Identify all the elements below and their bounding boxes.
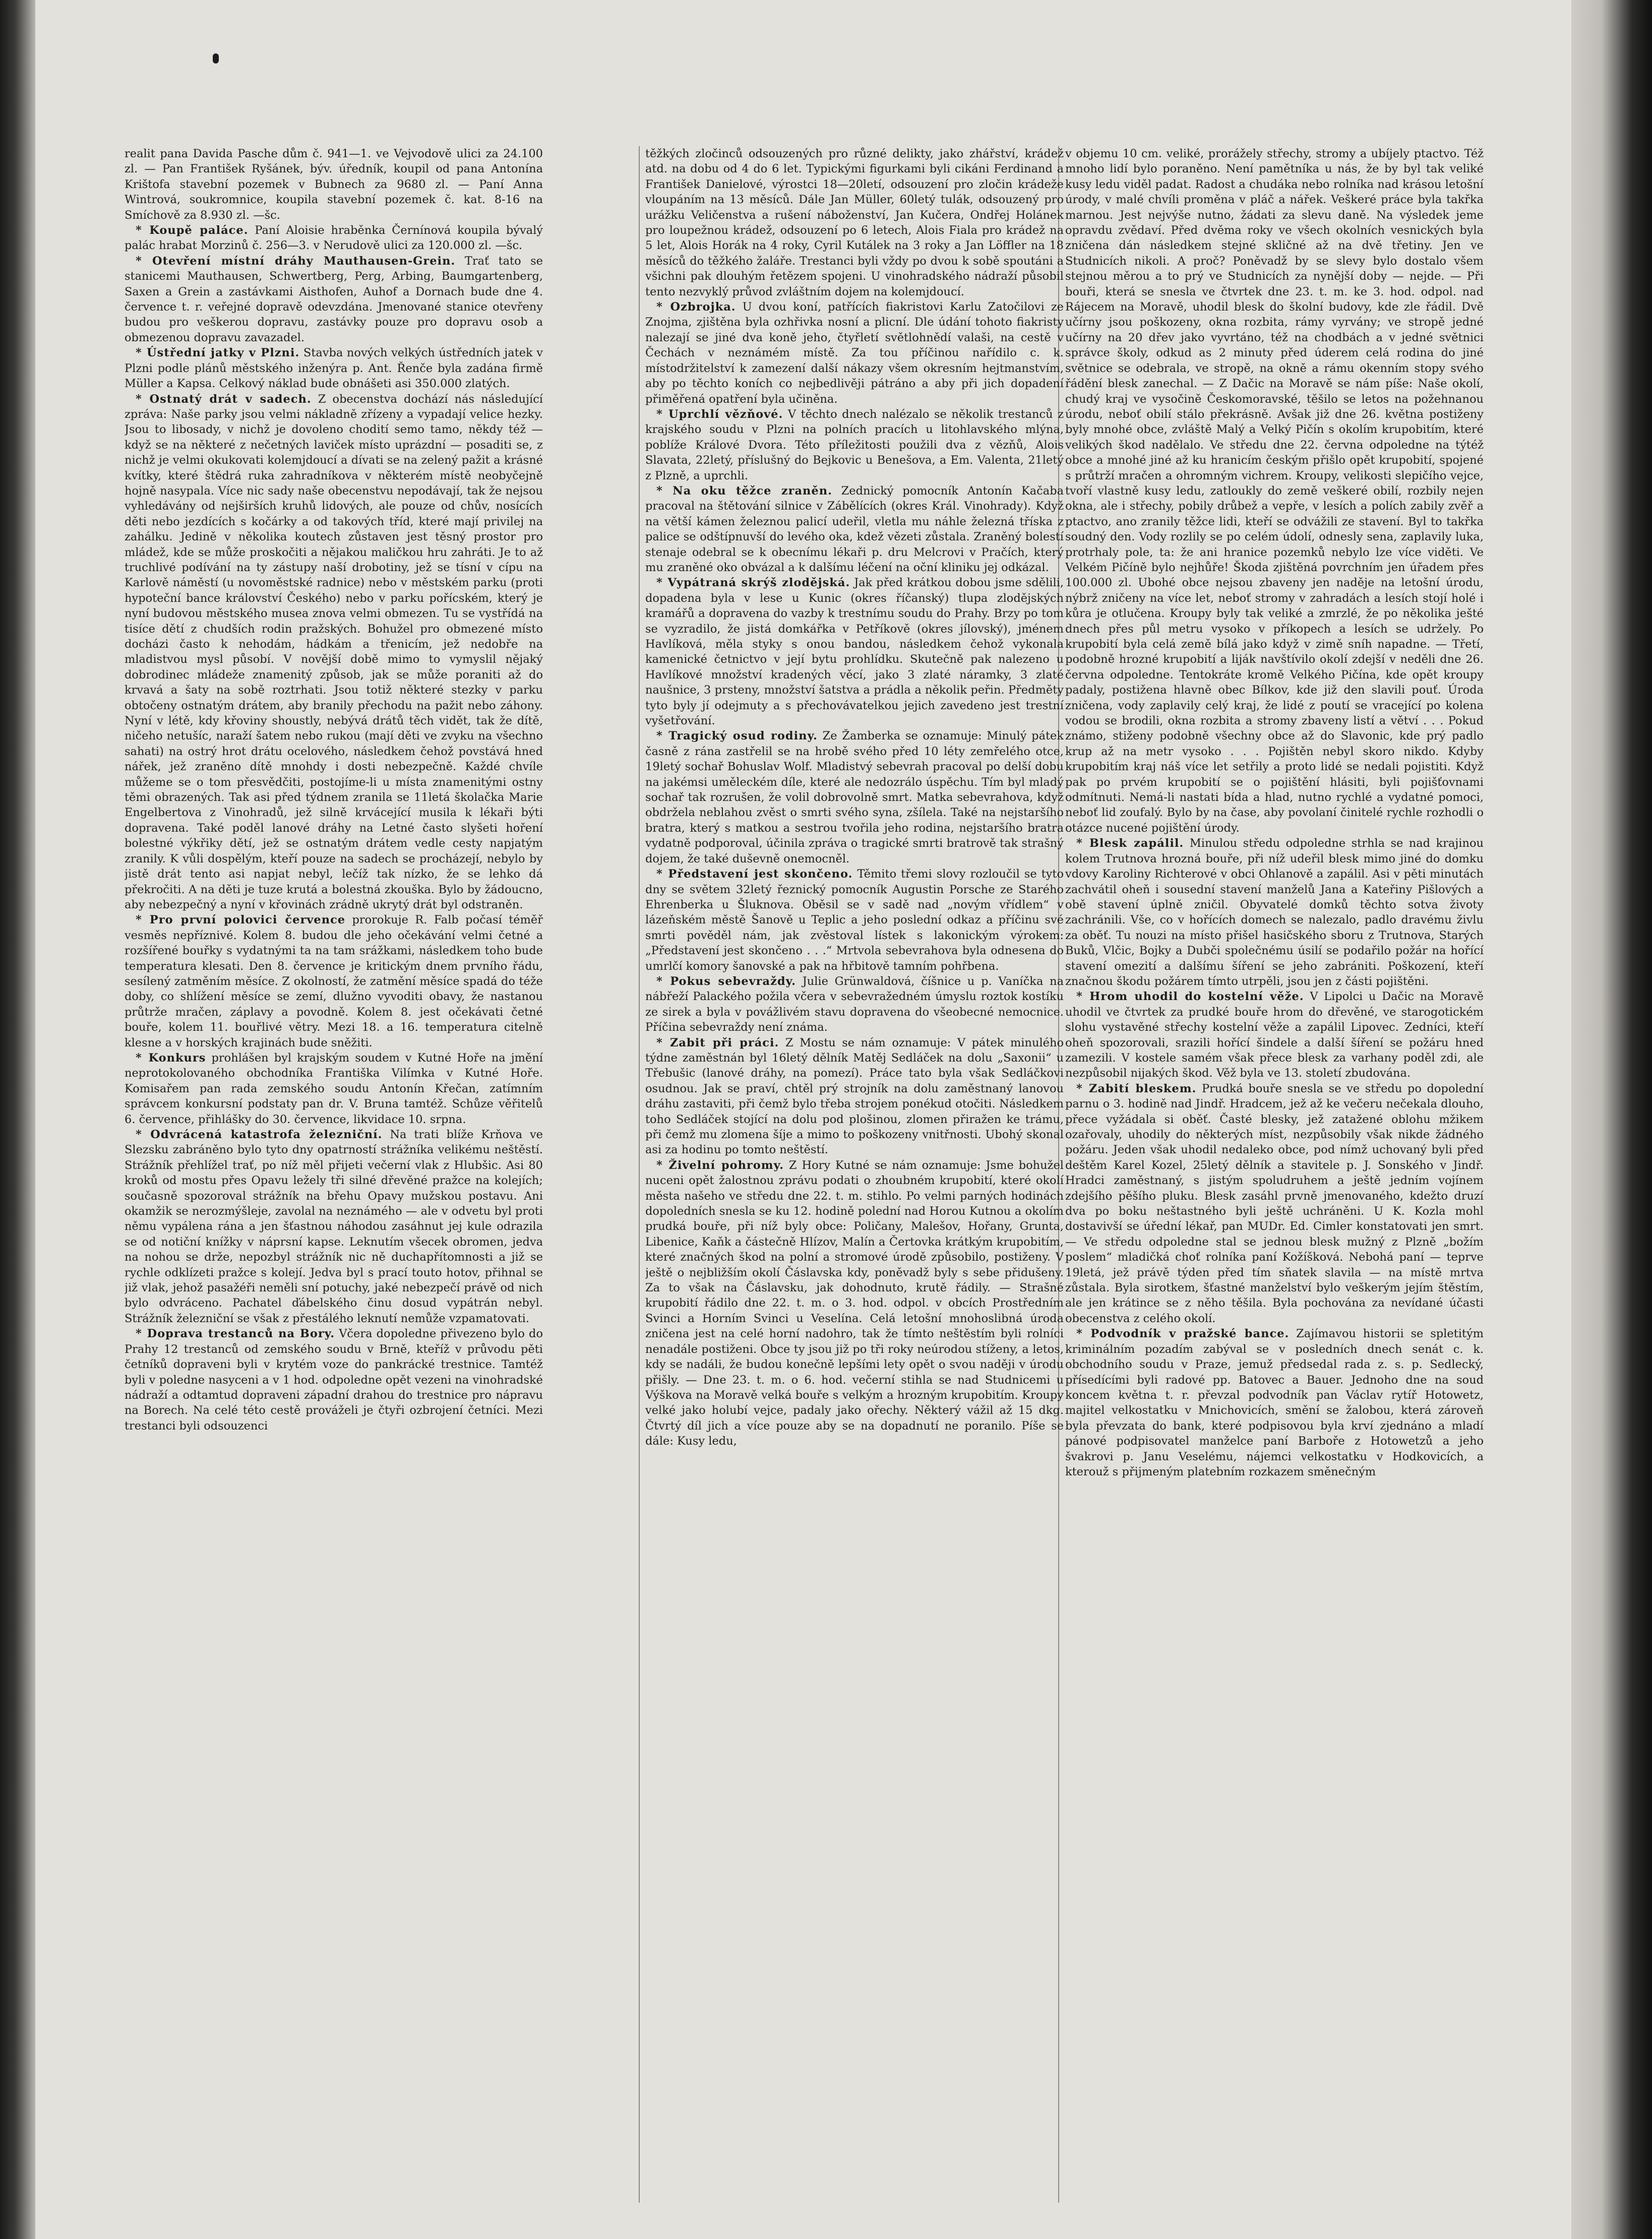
article — [125, 392, 543, 913]
article-text: Na trati blíže Krňova ve Slezsku zabráněno bylo tyto dny opatrností strážníka velikému neštěstí. Strážník přehlížel trať, po níž měl přijeti večerní vlak z Hlubšic. Asi 80 kroků od mostu přes Opavu ležely tři silné dřevěné pražce na kolejích; současně spozoroval strážník na břehu Opavy mužskou postavu. Ani okamžik se nerozmýšleje, zavolal na neznámého — ale v odvetu byl proti němu vypálena rána a jen šťastnou náhodou zasáhnut jej kule odrazila se od notiční knížky v náprsní kapse. Leknutím všecek obromen, jedva na nohou se drže, nepozbyl strážník nic ně duchapřítomnosti a již se rychle odklízeti pražce s kolejí. Jedva byl s prací touto hotov, přihnal se již vlak, jehož pasažéři neměli sní potuchy, jaké nebezpečí právě od nich bylo odvráceno. Pachatel ďábelského činu dosud vypátrán nebyl. Strážník železniční se však z přestálého leknutí nemůže vzpamatovati. — [125, 1128, 543, 1325]
article — [125, 1127, 543, 1326]
article-headline: * Pro první polovici července — [136, 913, 346, 927]
article-text: Včera dopoledne přivezeno bylo do Prahy 12 trestanců od zemského soudu v Brně, kteříž v průvodu pěti četníků dopraveni byli v krytém voze do pankrácké trestnice. Tamtéž byli v poledne nasyceni a v 1 hod. odpoledne opět vezeni na vinohradské nádraží a odtamtud dopraveni západní drahou do trestnice pro nápravu na Borech. Na celé této cestě prováželi je čtyři ozbrojení četníci. Mezi trestanci byli odsouzenci — [125, 1327, 543, 1433]
article-text: Trať tato se stanicemi Mauthausen, Schwertberg, Perg, Arbing, Baumgartenberg, Saxen a Grein a zastávkami Aisthofen, Auhof a Dornach bude dne 4. července t. r. veřejné dopravě odevzdána. Jmenované stanice otevřeny budou pro veškerou dopravu, zastávky pouze pro dopravu osob a obmezenou dopravu zavazadel. — [125, 254, 543, 344]
article — [645, 1035, 1064, 1158]
column-2 — [645, 146, 1064, 2193]
article — [1065, 146, 1484, 836]
article-text: Stavba nových velkých ústředních jatek v Plzni podle plánů městského inženýra p. Ant. Řenče byla zadána firmě Müller a Kapsa. Celkový náklad bude obnášeti asi 350.000 zlatých. — [125, 346, 543, 391]
article-headline: * Koupě paláce. — [136, 224, 249, 237]
article — [645, 299, 1064, 407]
article — [645, 728, 1064, 866]
article-headline: * Pokus sebevraždy. — [656, 974, 796, 988]
article-headline: * Konkurs — [136, 1051, 206, 1065]
article-headline: * Živelní pohromy. — [656, 1158, 784, 1172]
article-headline: * Zabití bleskem. — [1076, 1082, 1197, 1095]
article — [645, 483, 1064, 575]
binding-hole — [213, 53, 219, 64]
article-text: Jak před krátkou dobou jsme sdělili, dopadena byla v lese u Kunic (okres říčanský) tlupa zlodějských kramářů a dopravena do vazby k trestnímu soudu do Prahy. Brzy po tom se vyzradilo, že jistá domkářka v Petříkově (okres jílovský), jménem Havlíková, měla styky s onou bandou, následkem čehož vykonala kamenické četnictvo v její bytu prohlídku. Skutečně pak nalezeno u Havlíkové množství kradených věcí, jako 3 zlaté náramky, 3 zlaté naušnice, 3 prsteny, množství šatstva a prádla a několik peřin. Předměty tyto byly jí odejmuty a s přechovávatelkou jejich zavedeno jest trestní vyšetřování. — [645, 576, 1064, 728]
article-text: Z obecenstva dochází nás následující zpráva: Naše parky jsou velmi nákladně zřízeny a vypadají velice hezky. Jsou to libosady, v nichž je dovoleno chodití semo tamo, někdy též — když se na některé z nečetných laviček místo uprázdní — posaditi se, z nichž je velmi okukovati kolemjdoucí a dívati se na zelený pažit a krásné kvítky, které štědrá ruka zahradníkova v některém místě neobyčejně hojně nasypala. Více nic sady naše obecenstvu nepodávají, tak že nejsou vyhledávány od nejširších kruhů lidových, ale pouze od chův, nosících děti nebo jezdících s kočárky a od takových tříd, které mají privilej na zahálku. Jedině v několika koutech zůstaven jest těsný prostor pro mládež, kde se může proskočiti a nějakou maličkou hru zahráti. Je to až truchlivé podívání na ty zástupy naší drobotiny, jež se tísní v cípu na Karlově náměstí (u novoměstské radnice) nebo v městském parku (proti hypoteční bance království Českého) nebo v parku pořícském, který je nyní budovou městského musea znova velmi obmezen. Tu se vystřídá na tisíce dětí z chudších rodin pražských. Bohužel pro obmezené místo docházi často k nehodám, hádkám a třenicím, jež nedobře na mladistvou mysl působí. V novější době mimo to vymyslil nějaký dobrodinec mládeže znamenitý způsob, jak se může poraniti až do krvavá a šaty na sobě roztrhati. Jsou totiž některé stezky v parku obtočeny ostnatým drátem, aby branily přechodu na pažit nebo záhony. Nyní v létě, kdy křoviny shoustly, nebývá drátů těch vidět, tak že dítě, ničeho netušíc, naraží šatem nebo rukou (mají děti ve zvyku na všechno sahati) na ostrý hrot drátu ocelového, následkem čehož povstává hned nářek, jež zraněno dítě mnohdy i dosti nebezpečně. Každé chvíle můžeme se o tom přesvědčiti, postojíme-li u místa znamenitými ostny těmi obrazených. Tak asi před týdnem zranila se 11letá školačka Marie Engelbertova z Vinohradů, jež silně krvácející musila k lékaři býti dopravena. Také poděl lanové dráhy na Letné často slyšeti hoření bolestné výkřiky dětí, jež se ostnatým drátem vedle cesty napjatým zranily. K vůli dospělým, kteří pouze na sadech se procházejí, nebylo by jistě drát tento asi napjat nebyl, lečíž tak nízko, že se lehko dá překročiti. A na děti je tuze krutá a bolestná zkouška. Bylo by žádoucno, aby nebezpečný a nyní v křovinách zrádně ukrytý drát byl odstraněn. — [125, 392, 543, 911]
article — [125, 223, 543, 254]
article-text: Julie Grünwaldová, číšnice u p. Vaníčka na nábřeží Palackého požila včera v sebevražedném úmyslu roztok kostíku ze sirek a byla v povážlivém stavu dopravena do všeobecné nemocnice. Příčina sebevraždy není známa. — [645, 974, 1064, 1034]
article-headline: * Ozbrojka. — [656, 300, 736, 314]
article — [125, 146, 543, 223]
article-text: U dvou koní, patřících fiakristovi Karlu Zatočilovi ze Znojma, zjištěna byla ozhřivka nosní a plicní. Dle údání tohoto fiakristy nalezají se jiné dva koně jeho, čtyřletí světlohnědí valaši, na cestě v Čechách v neznámém místě. Za tou příčinou nařídilo c. k. místodržitelství k zamezení další nákazy všem okresním hejtmanstvím, aby po těchto koních co nejbedlivěji pátráno a aby při jich dopadení přiměřená opatření byla učiněna. — [645, 300, 1064, 406]
article — [1065, 836, 1484, 989]
article-text: Paní Aloisie hraběnka Černínová koupila bývalý palác hrabat Morzinů č. 256—3. v Nerudově ulici za 120.000 zl. —šc. — [125, 224, 543, 253]
article-headline: * Uprchlí vězňové. — [656, 407, 783, 421]
article — [645, 974, 1064, 1035]
article-text: Zajímavou historii se spletitým kriminálním pozadím zabýval se v posledních dnech senát c. k. obchodního soudu v Praze, jemuž předsedal rada z. s. p. Sedlecký, přísedícími byli radové pp. Batovec a Bauer. Jednoho dne na soud koncem května t. r. převzal podvodník pan Václav rytíř Hotowetz, majitel velkostatku v Mnichovicích, smění se žalobou, která zároveň byla převzata do bank, které podpisovou byla krví zjednáno a mladí pánové podpisovatel manželce paní Barboře z Hotowetzů a jeho švakrovi p. Janu Veselému, nájemci velkostatku v Hodkovicích, a kterouž s přijmeným platebním rozkazem směnečným — [1065, 1327, 1484, 1478]
scan-right-edge — [1571, 0, 1652, 2239]
article-headline: * Podvodník v pražské bance. — [1076, 1327, 1290, 1341]
article-text: Z Hory Kutné se nám oznamuje: Jsme bohužel nuceni opět žalostnou zprávu podati o zhoubném krupobití, které okolí města našeho ve středu dne 22. t. m. stihlo. Po velmi parných hodinách dopoledních snesla se ku 12. hodině polední nad Horou Kutnou a okolím prudká bouře, při níž byly obce: Poličany, Malešov, Hořany, Grunta, Libenice, Kaňk a částečně Hlízov, Malín a Čertovka krátkým krupobitím, které značných škod na polní a stromové úrodě způsobilo, postiženy. V ještě o nejbližším okolí Čáslavska kdy, poněvadž byly s sebe přidušeny. Za to však na Čáslavsku, jak dohodnuto, krutě řádily. — Strašné krupobití řádilo dne 22. t. m. o 3. hod. odpol. v obcích Prostředním Svinci a Horním Svinci u Veselína. Celá letošní mnohoslibná úroda zničena jest na celé horní nadohro, tak že tímto neštěstím byli rolníci nenadále postiženi. Obce ty jsou již po tři roky neúrodou stíženy, a letos, kdy se nadáli, že budou konečně lepšími lety opět o svou naději v úrodu přišly. — Dne 23. t. m. o 6. hod. večerní stihla se nad Studnicemi u Výškova na Moravě velká bouře s velkým a hrozným krupobitím. Kroupy velké jako holubí vejce, padaly jako ořechy. Některý vážil až 15 dkg. Čtvrtý díl jich a více pouze aby se na dopadnutí ne poranilo. Píše se dále: Kusy ledu, — [645, 1158, 1064, 1448]
column-1 — [125, 146, 543, 2193]
article — [645, 866, 1064, 974]
article — [645, 1158, 1064, 1449]
article-text: V těchto dnech nalézalo se několik trestanců z krajského soudu v Plzni na polních pracích u litohlavského mlýna, poblíže Králové Dvora. Této příležitosti použili dva z vězňů, Alois Slavata, 22letý, příslušný do Bejkovic u Benešova, a Em. Valenta, 21letý z Plzně, a uprchli. — [645, 407, 1064, 482]
article — [125, 1326, 543, 1434]
article — [1065, 989, 1484, 1081]
article — [645, 575, 1064, 728]
article-text: Z Mostu se nám oznamuje: V pátek minulého týdne zaměstnán byl 16letý dělník Matěj Sedláček na dolu „Saxonii“ u Třebušic (lanové dráhy, na pomezí). Práce tato byla však Sedláčkovi osudnou. Jak se praví, chtěl prý strojník na dolu zaměstnaný lanovou dráhu zastaviti, při čemž bylo třeba strojem ponékud otočiti. Následkem toho Sedláček stojící na dolu pod plošinou, zlomen přiražen ke trámu, při čemž mu zlomena šíje a mimo to poškozeny vnitřnosti. Ubohý skonal asi za hodinu po tomto neštěstí. — [645, 1036, 1064, 1157]
article — [125, 1050, 543, 1127]
article — [125, 254, 543, 345]
article-text: Ze Žamberka se oznamuje: Minulý pátek časně z rána zastřelil se na hrobě svého před 10 léty zemřelého otce, 19letý sochař Bohuslav Wolf. Mladistvý sebevrah pracoval po delší dobu na jakémsi uměleckém díle, které ale nedozrálo úspěchu. Tím byl mladý sochař tak rozrušen, že volil dobrovolně smrt. Matka sebevrahova, když obdržela neblahou zvěst o smrti svého syna, zšílela. Také na nejstaršího bratra, který s matkou a sestrou tvořila jeho rodina, nejstaršího bratra vydatně podporoval, účinila zpráva o tragické smrti bratrově tak strašný dojem, že také duševně onemocněl. — [645, 729, 1064, 865]
article — [125, 912, 543, 1050]
article-headline: * Otevření místní dráhy Mauthausen-Grein. — [136, 254, 456, 268]
article-text: V Lipolci u Dačic na Moravě uhodil ve čtvrtek za prudké bouře hrom do dřevěné, ve starogotickém slohu vystavěné střechy kostelní věže a zapálil Lipovec. Zedníci, kteří oheň spozorovali, srazili hořící šindele a další šíření se požáru hned zamezili. V kostele samém však přece blesk za varhany poděl zdi, ale nezpůsobil nijakých škod. Věž byla ve 13. století zbudována. — [1065, 990, 1484, 1080]
article-text: těžkých zločinců odsouzených pro různé delikty, jako zhářství, krádež atd. na dobu od 4 do 6 let. Typickými figurkami byli cikáni Ferdinand a František Danielové, výrostci 18—20letí, odsouzení pro zločin krádeže vloupáním na 13 měsíců. Dále Jan Müller, 60letý tulák, odsouzený pro urážku Veličenstva a rušení náboženství, Jan Kučera, Ondřej Holánek pro loupežnou krádež, odsouzení po 6 letech, Alois Fiala pro krádež na 5 let, Alois Horák na 4 roky, Cyril Kutálek na 3 roky a Jan Löffler na 18 měsíců do těžkého žaláře. Trestanci byli vždy po dvou k sobě spoutáni a všichni pak dlouhým řetězem spojeni. U vinohradského nádraží působil tento nezvyklý průvod zvláštním dojem na kolemjdoucí. — [645, 147, 1064, 298]
article-text: prorokuje R. Falb počasí téměř vesměs nepříznivé. Kolem 8. budou dle jeho očekávání velmi četné a rozšířené bouřky s vydatnými ta na tam srážkami, následkem toho bude temperatura klesati. Den 8. července je kritickým dnem prvního řádu, sesílený zatměním měsíce. Z okolností, že zatmění měsíce spadá do téže doby, co shlížení měsíce se zemí, dlužno vyvoditi obavy, že nastanou průtrže mračen, záplavy a povodně. Kolem 8. jest očekávati četné bouře, kolem 11. bouřlivé větry. Mezi 18. a 16. temperatura citelně klesne a v horských krajinách bude sněžiti. — [125, 913, 543, 1049]
article-headline: * Ostnatý drát v sadech. — [136, 392, 312, 406]
column-3 — [1065, 146, 1484, 2193]
article-headline: * Odvrácená katastrofa železniční. — [136, 1128, 383, 1141]
article-text: Těmito třemi slovy rozloučil se tyto dny se světem 32letý řeznický pomocník Augustin Porsche ze Starého Ehrenberka u Šluknova. Oběsil se v sadě nad „novým vřídlem“ v lázeňském městě Šanově u Teplic a jeho poslední odkaz a příčinu své smrti pověděl nám, jak zvěstoval lístek s lakonickým výrokem: „Představení jest skončeno . . .“ Mrtvola sebevrahova byla odnesena do umrlčí komory šanovské a pak na hřbitově tamním pohřbena. — [645, 867, 1064, 973]
article-headline: * Doprava trestanců na Bory. — [136, 1327, 335, 1341]
article — [645, 407, 1064, 483]
article-headline: * Vypátraná skrýš zlodějská. — [656, 576, 850, 590]
article — [1065, 1081, 1484, 1327]
article-headline: * Tragický osud rodiny. — [656, 729, 818, 743]
article-headline: * Představení jest skončeno. — [656, 867, 853, 881]
article — [125, 345, 543, 391]
article-headline: * Blesk zapálil. — [1076, 837, 1184, 850]
article — [645, 146, 1064, 299]
article-text: prohlášen byl krajským soudem v Kutné Hoře na jmění neprotokolovaného obchodníka Františka Vilímka v Kutné Hoře. Komisařem pan rada zemského soudu Antonín Křečan, zatímním správcem konkursní podstaty pan dr. V. Bruna tamtéž. Schůze věřitelů 6. července, přihlášky do 30. července, likvidace 10. srpna. — [125, 1051, 543, 1126]
article-headline: * Hrom uhodil do kostelní věže. — [1076, 990, 1304, 1004]
article-headline: * Na oku těžce zraněn. — [656, 484, 832, 497]
article — [1065, 1326, 1484, 1479]
article-text: Prudká bouře snesla se ve středu po dopolední parnu o 3. hodině nad Jindř. Hradcem, jež až ke večeru nečekala dlouho, přece vyžádala si oběť. Časté blesky, jež zatažené oblohu mžikem ozařovaly, uhodily do některých míst, nezpůsobily však nikde žádného požáru. Jeden však uhodil nedaleko obce, pod nímž uchovaný byli před deštěm Karel Kozel, 25letý dělník a stavitele p. J. Sonského v Jindř. Hradci zaměstnaný, s jistým spoludruhem a ještě jedním vojínem zdejšího pěšího pluku. Blesk zasáhl prvně jmenovaného, kdežto druzí dva po boku neštastného byli ještě uchráněni. U K. Kozla mohl dostavivší se úřední lékař, pan MUDr. Ed. Cimler konstatovati jen smrt. — Ve středu odpoledne stal se jednou blesk mužný z Plzně „božím poslem“ mladičká choť rolníka paní Kožíšková. Nebohá paní — teprve 19letá, jež právě týden před tím sňatek slavila — na místě mrtva zůstala. Byla sirotkem, šťastné manželství bylo veškerým jejím štěstím, ale jen krátince se z něho těšila. Byla pochována za nevídané účasti obecenstva z celého okolí. — [1065, 1082, 1484, 1325]
article-text: Zednický pomocník Antonín Kačaba pracoval na štětování silnice v Zábělících (okres Král. Vinohrady). Když na větší kámen železnou palicí udeřil, vletla mu náhle železná tříska z palice se odštípnuvší do levého oka, kdež vězeti zůstala. Zraněný bolestí stenaje odebral se k obecnímu lékaři p. dru Melcrovi v Pračích, který mu zraněné oko obvázal a k dalšímu léčení na oční kliniku jej odkázal. — [645, 484, 1064, 574]
article-text: Minulou středu odpoledne strhla se nad krajinou kolem Trutnova hrozná bouře, při níž udeřil blesk mimo jiné do domku vdovy Karoliny Richterové v obci Ohlanově a zapálil. Asi v pěti minutách zachvátil oheň i sousední stavení manželů Jana a Kateřiny Pišlových a obě stavení úplně zničil. Obyvatelé domků těchto sotva životy zachránili. Vše, co v hořících domech se nalezalo, padlo dravému živlu za oběť. Tu nouzi na místo přišel hasičského sboru z Trutnova, Starých Buků, Vlčic, Bojky a Dubči společnému úsilí se podařilo požár na hořící stavení omezití a dalšímu šíření se jeho zabrániti. Poškození, kteří značnou škodu požárem tímto utrpěli, jsou jen z části pojištěni. — [1065, 837, 1484, 988]
scan-left-edge — [0, 0, 35, 2239]
column-rule — [639, 146, 640, 2203]
article-headline: * Zabit při práci. — [656, 1036, 779, 1049]
article-text: realit pana Davida Pasche dům č. 941—1. ve Vejvodově ulici za 24.100 zl. — Pan František Ryšánek, býv. úředník, koupil od pana Antonína Krištofa stavební pozemek v Bubnech za 9680 zl. — Paní Anna Wintrová, soukromnice, koupila stavební pozemek č. kat. 8-16 na Smíchově za 8.930 zl. —šc. — [125, 147, 543, 222]
article-headline: * Ústřední jatky v Plzni. — [136, 346, 300, 360]
article-text: v objemu 10 cm. veliké, prorážely střechy, stromy a ubíjely ptactvo. Též mnoho lidí bylo poraněno. Není pamětníka u nás, že by byl tak veliké kusy ledu viděl padat. Radost a chudáka nebo rolníka nad krásou letošní úrody, v malé chvíli proměna v pláč a nářek. Veškeré práce byla takřka marnou. Jest nejvýše nutno, žádati za slevu daně. Na výsledek jeme opravdu zvědaví. Před dvěma roky ve všech okolních vesnických byla zničena dán následkem stejné skličné až na dvě třetiny. Jen ve Studnicích nikoli. A proč? Poněvadž by se slevy bylo dostalo všem stejnou měrou a to prý ve Studnicích za nynější doby — nejde. — Při bouři, která se snesla ve čtvrtek dne 23. t. m. ke 3. hod. odpol. nad Rájecem na Moravě, uhodil blesk do školní budovy, kde zle řádil. Dvě učírny jsou poškozeny, okna rozbita, rámy vyrvány; ve stropě jedné učírny na 20 dřev jako vyvrtáno, též na chodbách a v jedné světnici správce školy, odkud as 2 minuty před úderem celá rodina do jiné světnice se odebrala, ve stropě, na okně a rámu okenním stopy svého řádění blesk zanechal. — Z Dačic na Moravě se nám píše: Naše okolí, chudý kraj ve vysočině Českomoravské, těšilo se letos na požehnanou úrodu, neboť obilí stálo překrásně. Avšak již dne 26. května postiženy byly mnohé obce, zvláště Malý a Velký Pičín s okolím krupobitím, které velikých škod nadělalo. Ve středu dne 22. června odpoledne na týtéž obce a mnohé jiné až ku hranicím českým přišlo opět krupobití, spojené s průtrží mračen a ohromným vichrem. Kroupy, velikosti slepičího vejce, tvoří vlastně kusy ledu, zatloukly do země veškeré obilí, rozbily nejen okna, ale i střechy, pobily drůbež a vepře, v lesích a polích zabily zvěř a ptactvo, ano zranily těžce lidi, kteří se odvážili ze stavení. Byl to takřka soudný den. Vody rozlily se po celém údolí, odnesly sena, zaplavily luka, protrhaly pole, ta: že ani hranice pozemků nebylo lze více viděti. Ve Velkém Pičíně bylo nejhůře! Škoda zjištěná povrchním jen úřadem přes 100.000 zl. Ubohé obce nejsou zbaveny jen naděje na letošní úrodu, nýbrž zničeny na více let, neboť stromy v zahradách a lesích stojí holé i kůra je otlučena. Kroupy byly tak veliké a zmrzlé, že po několika ješté dnech přes půl metru vysoko v příkopech a lesích se udržely. Po krupobití byla celá země bílá jako když v zimě sníh napadne. — Třetí, podobně hrozné krupobití a liják navštívilo okolí zdejší v neděli dne 26. června odpoledne. Tentokráte kromě Velkého Pičína, kde opět kroupy padaly, postižena hlavně obec Bílkov, kde již den slavili pouť. Úroda zničena, vody zaplavily celý kraj, že lidé z poutí se vracející po kolena vodou se brodili, okna rozbita a stromy zbaveny listí a větví . . . Pokud známo, stiženy podobně všechny obce až do Slavonic, kde prý padlo krup až na metr vysoko . . . Pojištěn nebyl skoro nikdo. Kdyby krupobitím kraj náš více let setřily a proto lidé se nedali pojistiti. Když pak po prvém krupobití se o pojištění hlásiti, byli pojišťovnami odmítnuti. Nemá-li nastati bída a hlad, nutno rychlé a vydatné pomoci, neboť lid zoufalý. Bylo by na čase, aby povolaní činitelé rychle rozhodli o otázce nucené pojištění úrody. — [1065, 147, 1484, 835]
